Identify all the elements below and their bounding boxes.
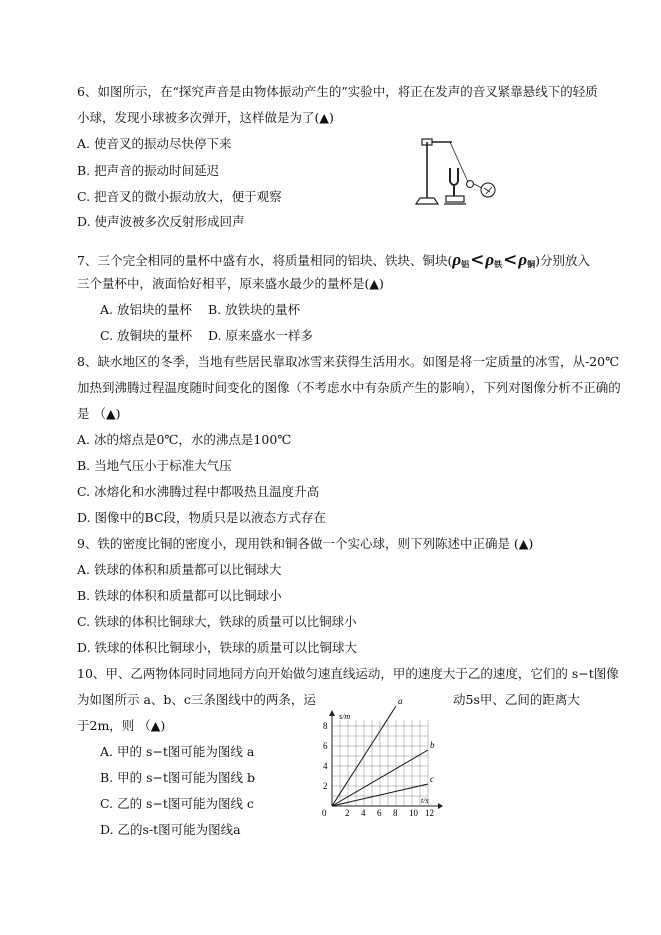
chart-grid — [332, 720, 428, 806]
origin-label: 0 — [322, 808, 327, 818]
q8-line3: 是 （▲) — [77, 406, 121, 421]
y-tick-label: 8 — [323, 721, 328, 731]
x-tick-label: 4 — [361, 808, 366, 818]
q10-option-d: D. 乙的s-t图可能为图线a — [100, 822, 241, 837]
q7-option-d: D. 原来盛水一样多 — [208, 328, 314, 343]
q8-option-b: B. 当地气压小于标准大气压 — [77, 458, 232, 473]
y-axis-arrow — [329, 710, 335, 716]
x-tick-label: 12 — [425, 808, 434, 818]
q9-option-d: D. 铁球的体积比铜球小，铁球的质量可以比铜球大 — [77, 640, 358, 655]
rho-cu: $\rho_铜$ — [518, 250, 536, 269]
x-tick-label: 10 — [409, 808, 418, 818]
q9-option-b: B. 铁球的体积和质量都可以比铜球小 — [77, 588, 282, 603]
x-tick-label: 8 — [393, 808, 398, 818]
chart-axes — [329, 710, 443, 809]
rho-al: $\rho_铝$ — [452, 250, 470, 269]
q6-option-b: B. 把声音的振动时间延迟 — [77, 163, 220, 178]
y-tick-label: 2 — [323, 781, 328, 791]
q8-option-a: A. 冰的熔点是0℃，水的沸点是100℃ — [77, 432, 292, 447]
q10-option-c: C. 乙的 s−t图可能为图线 c — [100, 796, 254, 811]
x-axis-label: t/s — [421, 796, 429, 805]
rho-fe: $\rho_铁$ — [485, 250, 503, 269]
less-than-1: < — [470, 250, 485, 270]
q9-option-a: A. 铁球的体积和质量都可以比铜球大 — [77, 562, 282, 577]
q6-option-d: D. 使声波被多次反射形成回声 — [77, 214, 245, 229]
series-label-a: a — [398, 696, 403, 706]
q9-option-c: C. 铁球的体积比铜球大，铁球的质量可以比铜球小 — [77, 614, 357, 629]
q8-line1: 8、缺水地区的冬季，当地有些居民靠取冰雪来获得生活用水。如图是将一定质量的冰雪，从-20℃ — [77, 354, 620, 369]
q6-line1: 6、如图所示，在“探究声音是由物体振动产生的”实验中，将正在发声的音叉紧靠悬线下的轻质 — [77, 84, 598, 99]
q10-option-b: B. 甲的 s−t图可能为图线 b — [100, 770, 255, 785]
q10-line2-left: 为如图所示 a、b、c三条图线中的两条，运 — [77, 692, 316, 707]
st-chart — [312, 696, 447, 823]
y-axis-label: s/m — [339, 712, 351, 721]
q6-option-c: C. 把音叉的微小振动放大，便于观察 — [77, 189, 282, 204]
y-tick-label: 4 — [323, 761, 328, 771]
q10-line2-right: 动5s甲、乙间的距离大 — [453, 692, 580, 707]
q10-line1: 10、甲、乙两物体同时同地同方向开始做匀速直线运动，甲的速度大于乙的速度，它们的 s−t图像 — [77, 666, 619, 681]
less-than-2: < — [503, 250, 518, 270]
q7-option-c: C. 放铜块的量杯 — [100, 328, 193, 343]
x-axis-arrow — [438, 803, 443, 809]
x-tick-label: 6 — [377, 808, 382, 818]
q10-option-a: A. 甲的 s−t图可能为图线 a — [100, 744, 255, 759]
q7-option-a: A. 放铝块的量杯 — [100, 302, 192, 317]
q10-line3: 于2m，则 （▲) — [77, 718, 166, 733]
x-tick-label: 2 — [345, 808, 350, 818]
series-label-b: b — [430, 740, 435, 750]
q8-option-d: D. 图像中的BC段，物质只是以液态方式存在 — [77, 510, 327, 525]
q6-option-a: A. 使音叉的振动尽快停下来 — [77, 136, 232, 151]
tuning-fork-figure — [408, 134, 504, 210]
q7-line2: 三个量杯中，液面恰好相平，原来盛水最少的量杯是(▲) — [77, 276, 384, 291]
q7-line1 — [77, 252, 590, 273]
y-tick-label: 6 — [323, 741, 328, 751]
series-label-c: c — [430, 774, 434, 784]
q8-option-c: C. 冰熔化和水沸腾过程中都吸热且温度升高 — [77, 484, 320, 499]
q7-line1-post: )分别放入 — [535, 253, 591, 268]
q8-line2: 加热到沸腾过程温度随时间变化的图像（不考虑水中有杂质产生的影响），下列对图像分析不正确的 — [77, 380, 621, 395]
q7-line1-pre: 7、三个完全相同的量杯中盛有水，将质量相同的铝块、铁块、铜块( — [77, 253, 453, 268]
q6-line2: 小球，发现小球被多次弹开，这样做是为了(▲) — [77, 110, 334, 125]
q7-option-b: B. 放铁块的量杯 — [208, 302, 301, 317]
q9-line1: 9、铁的密度比铜的密度小，现用铁和铜各做一个实心球，则下列陈述中正确是 (▲) — [77, 536, 534, 551]
